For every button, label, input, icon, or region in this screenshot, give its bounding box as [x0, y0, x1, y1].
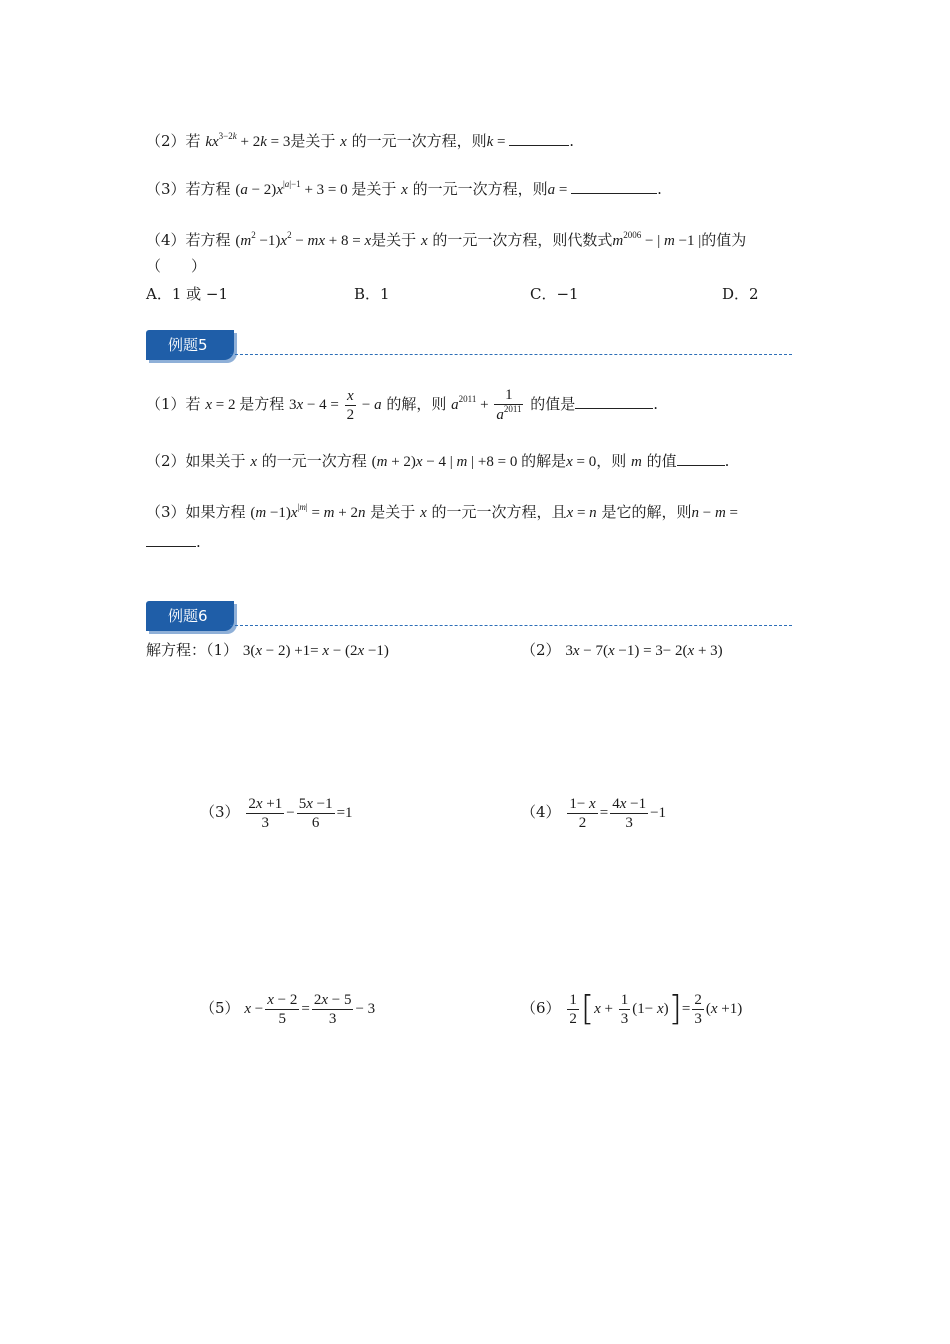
answer-blank[interactable]	[509, 131, 569, 146]
example-5-problem-3: （3）如果方程 $(m -1)x^{|m|} = m + 2n$ 是关于 x 的一元一次方程，且x = n 是它的解，则n − m =	[146, 502, 738, 521]
option-c[interactable]: C．−1	[530, 285, 579, 303]
question-2: （2）若 $kx^{3-2k} + 2k = 3$是关于 x 的一元一次方程，则k = .	[146, 131, 575, 150]
section-divider	[230, 354, 792, 355]
example-5-problem-1: （1）若 x = 2 是方程 3x − 4 = $\frac{x}{2}$ − a 的解，则 $a^{2011}$ + $\frac{1}{a^{2011}}$ 的值是 .	[146, 387, 659, 423]
example-6-problem-5: （5） x − $\frac{x - 2}{5}$ = $\frac{2x - 5}{3}$ − 3	[200, 992, 376, 1027]
example-5-header: 例题5	[146, 330, 234, 360]
example-6-problem-3: （3） $\frac{2x +1}{3}$ − $\frac{5x -1}{6}$ =1	[200, 796, 353, 831]
question-3: （3）若方程 $(a - 2)x^{|a|-1} + 3 = 0$ 是关于 x 的一元一次方程，则a = .	[146, 179, 662, 198]
answer-blank-line: .	[146, 532, 201, 552]
example-6-problem-2: （2） 3x − 7(x −1) = 3− 2(x + 3)	[521, 641, 723, 659]
option-b[interactable]: B．1	[354, 285, 390, 303]
example-6-header: 例题6	[146, 601, 234, 631]
example-6-problem-6: （6） $\frac{1}{2}$ [x + $\frac{1}{3}$ (1− x)]= $\frac{2}{3}$ (x +1)	[521, 989, 743, 1029]
answer-blank[interactable]	[571, 179, 657, 194]
answer-blank[interactable]	[575, 394, 653, 409]
question-4: （4）若方程 $(m^2 -1)x^2$ − mx + 8 = x是关于 x 的一元一次方程，则代数式$m^{2006}$ − | m −1 |的值为	[146, 230, 747, 249]
answer-paren: （ ）	[146, 257, 207, 275]
example-6-problem-4: （4） $\frac{1- x}{2}$ = $\frac{4x -1}{3}$ −1	[521, 796, 667, 831]
option-d[interactable]: D．2	[722, 285, 759, 303]
option-a[interactable]: A．1 或 −1	[146, 285, 229, 303]
answer-blank[interactable]	[677, 451, 725, 466]
answer-blank[interactable]	[146, 532, 196, 547]
example-5-problem-2: （2）如果关于 x 的一元一次方程 (m + 2)x − 4 | m | +8 = 0 的解是x = 0，则 m 的值 .	[146, 452, 730, 470]
section-divider	[230, 625, 792, 626]
example-6-problem-1: 解方程：（1） 3(x − 2) +1= x − (2x −1)	[146, 641, 389, 659]
